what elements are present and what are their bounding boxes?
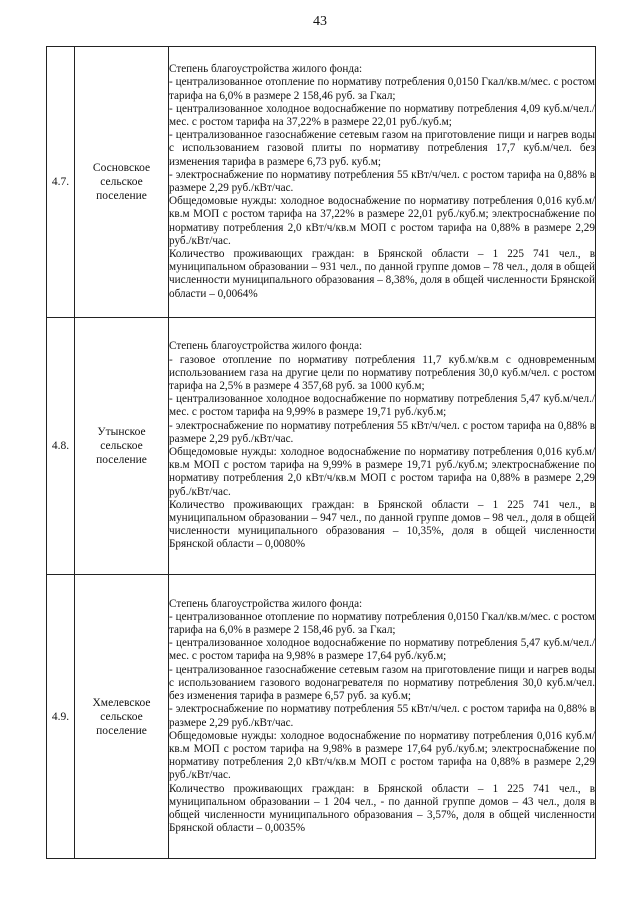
table-row: [47, 575, 596, 859]
description-paragraph: Степень благоустройства жилого фонда:: [169, 63, 363, 76]
description-paragraph: Количество проживающих граждан: в Брянской области – 1 225 741 чел., в муниципальном образовании – 931 чел., по данной группе домов – 78 чел., доля в общей численности муниципального образования – 8,38%, доля в общей численности Брянской области – 0,0064%: [169, 248, 595, 300]
settlement-name-line: сельское: [100, 710, 143, 723]
settlement-description: [169, 47, 596, 318]
page-number: 43: [313, 14, 327, 29]
row-number: 4.9.: [47, 575, 75, 859]
settlement-name-line: поселение: [96, 454, 147, 466]
description-paragraph: Общедомовые нужды: холодное водоснабжение по нормативу потребления 0,016 куб.м/кв.м МОП с ростом тарифа на 9,99% в размере 19,71 руб./куб.м; электроснабжение по нормативу потребления 2,0 кВт/ч/кв.м МОП с ростом тарифа на 0,88% в размере 2,29 руб./кВт/час.: [169, 446, 595, 498]
settlement-description: [169, 318, 596, 575]
description-paragraph: Степень благоустройства жилого фонда:: [169, 597, 363, 610]
description-paragraph: - электроснабжение по нормативу потребления 55 кВт/ч/чел. с ростом тарифа на 0,88% в размере 2,29 руб./кВт/час.: [169, 703, 595, 729]
settlement-name-line: Сосновское: [92, 162, 151, 174]
settlement-name-line: поселение: [96, 724, 147, 737]
settlement-name-line: сельское: [100, 440, 143, 452]
row-number: 4.8.: [47, 318, 75, 575]
settlement-name: [75, 318, 169, 575]
description-paragraph: Степень благоустройства жилого фонда:: [169, 340, 363, 353]
settlement-description: [169, 575, 596, 859]
description-paragraph: - централизованное газоснабжение сетевым газом на приготовление пищи и нагрев воды с использованием газового водонагревателя по нормативу потребления 30,0 куб.м/чел. без изменения тарифа в размере 6,57 руб. за куб.м;: [169, 663, 595, 703]
settlement-name-line: Хмелевское: [92, 696, 151, 709]
description-paragraph: - централизованное отопление по нормативу потребления 0,0150 Гкал/кв.м/мес. с ростом тарифа на 6,0% в размере 2 158,46 руб. за Гкал;: [169, 610, 595, 637]
description-paragraph: - электроснабжение по нормативу потребления 55 кВт/ч/чел. с ростом тарифа на 0,88% в размере 2,29 руб./кВт/час.: [169, 168, 595, 194]
description-paragraph: Общедомовые нужды: холодное водоснабжение по нормативу потребления 0,016 куб.м/кв.м МОП с ростом тарифа на 37,22% в размере 22,01 руб./куб.м; электроснабжение по нормативу потребления 2,0 кВт/ч/кв.м МОП с ростом тарифа на 0,88% в размере 2,29 руб./кВт/час.: [169, 195, 595, 247]
description-paragraph: - централизованное холодное водоснабжение по нормативу потребления 5,47 куб.м/чел./мес. с ростом тарифа на 9,98% в размере 17,64 руб./куб.м;: [169, 637, 595, 663]
description-paragraph: Количество проживающих граждан: в Брянской области – 1 225 741 чел., в муниципальном образовании – 1 204 чел., - по данной группе домов – 43 чел., доля в общей численности муниципального образования – 3,57%, доля в общей численности Брянской области – 0,0035%: [169, 782, 595, 835]
settlement-name: [75, 47, 169, 318]
description-paragraph: - централизованное газоснабжение сетевым газом на приготовление пищи и нагрев воды с использованием газовой плиты по нормативу потребления 17,7 куб.м/чел. без изменения тарифа в размере 6,73 руб. куб.м;: [169, 129, 595, 168]
description-paragraph: Общедомовые нужды: холодное водоснабжение по нормативу потребления 0,016 куб.м/кв.м МОП с ростом тарифа на 9,98% в размере 17,64 руб./куб.м; электроснабжение по нормативу потребления 2,0 кВт/ч/кв.м МОП с ростом тарифа на 0,88% в размере 2,29 руб./кВт/час.: [169, 729, 595, 782]
settlement-name-line: поселение: [96, 190, 147, 202]
settlements-table: [46, 46, 596, 859]
description-paragraph: - централизованное холодное водоснабжение по нормативу потребления 5,47 куб.м/чел./мес. с ростом тарифа на 9,99% в размере 19,71 руб./куб.м;: [169, 393, 595, 419]
table-row: [47, 318, 596, 575]
table-row: [47, 47, 596, 318]
description-paragraph: - газовое отопление по нормативу потребления 11,7 куб.м/кв.м с одновременным использованием газа на другие цели по нормативу потребления 30,0 куб.м/чел. с ростом тарифа на 2,5% в размере 4 357,68 руб. за 1000 куб.м;: [169, 353, 595, 392]
settlement-name-line: сельское: [100, 176, 143, 188]
description-paragraph: Количество проживающих граждан: в Брянской области – 1 225 741 чел., в муниципальном образовании – 947 чел., по данной группе домов – 98 чел., доля в общей численности муниципального образования – 10,35%, доля в общей численности Брянской области – 0,0080%: [169, 498, 595, 551]
row-number: 4.7.: [47, 47, 75, 318]
settlement-name-line: Утынское: [97, 426, 146, 438]
description-paragraph: - централизованное отопление по нормативу потребления 0,0150 Гкал/кв.м/мес. с ростом тарифа на 6,0% в размере 2 158,46 руб. за Гкал;: [169, 76, 595, 102]
description-paragraph: - централизованное холодное водоснабжение по нормативу потребления 4,09 куб.м/чел./мес. с ростом тарифа на 37,22% в размере 22,01 руб./куб.м;: [169, 102, 595, 128]
settlement-name: [75, 575, 169, 859]
description-paragraph: - электроснабжение по нормативу потребления 55 кВт/ч/чел. с ростом тарифа на 0,88% в размере 2,29 руб./кВт/час.: [169, 419, 595, 445]
